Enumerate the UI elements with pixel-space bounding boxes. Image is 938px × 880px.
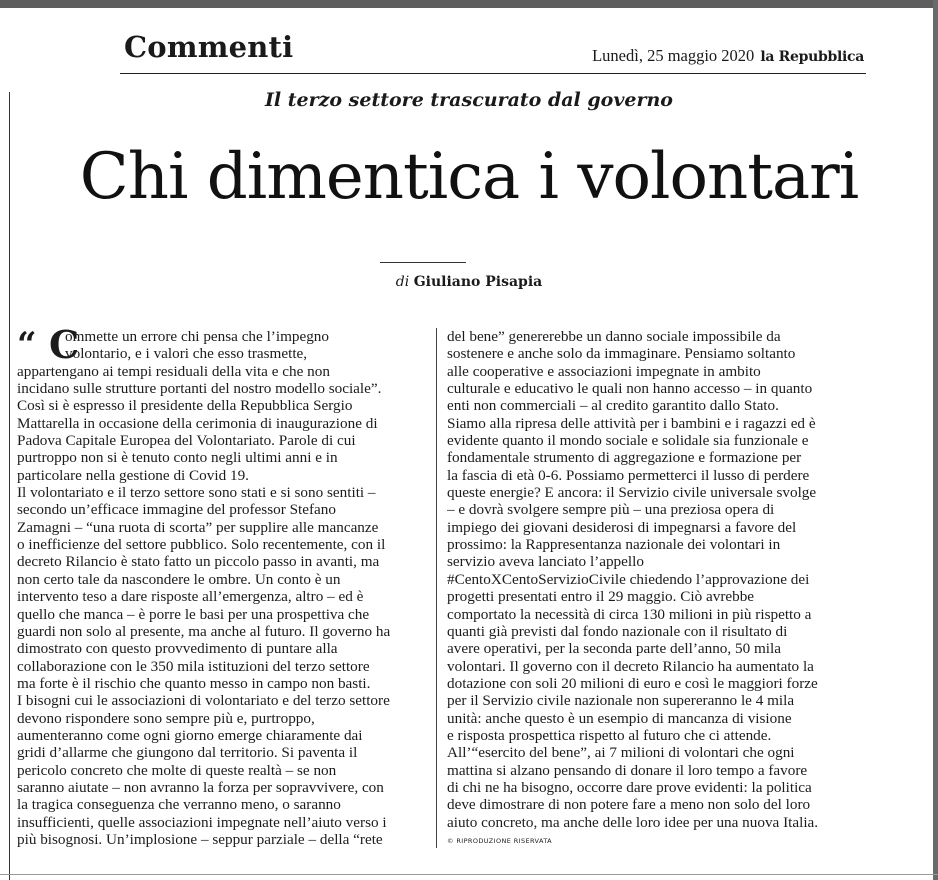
- article-kicker: Il terzo settore trascurato dal governo: [265, 89, 673, 111]
- text-line: la fascia di età 0-6. Possiamo permetterci il lusso di perdere: [447, 466, 810, 484]
- text-line: o inefficienze del settore pubblico. Solo recentemente, con il: [17, 536, 386, 554]
- text-line: del bene” genererebbe un danno sociale impossibile da: [447, 328, 781, 345]
- text-line: enti non commerciali – al credito garantito dallo Stato.: [447, 397, 779, 415]
- text-line: incidano sulle strutture portanti del nostro modello sociale”.: [17, 380, 382, 398]
- text-line: alle cooperative e associazioni impegnate in ambito: [447, 362, 761, 380]
- text-line: gridi d’allarme che giungono dal territorio. Si paventa il: [17, 744, 358, 762]
- text-line: e risposta prospettica rispetto al futuro che ci attende.: [447, 726, 772, 744]
- text-line: Mattarella in occasione della cerimonia di inaugurazione di: [17, 414, 378, 432]
- article-headline: Chi dimentica i volontari: [79, 140, 859, 214]
- top-border: [0, 0, 938, 8]
- text-line: sostenere e anche solo da immaginare. Pensiamo soltanto: [447, 345, 796, 363]
- article-column-right: [447, 328, 859, 850]
- author-name: Giuliano Pisapia: [413, 274, 543, 290]
- text-line: volontario, e i valori che esso trasmette,: [65, 345, 308, 363]
- text-line: ommette un errore chi pensa che l’impegno: [65, 328, 329, 345]
- text-line: Così si è espresso il presidente della Repubblica Sergio: [17, 397, 353, 415]
- text-line: progetti presentati entro il 29 maggio. Ciò avrebbe: [447, 588, 755, 606]
- text-line: unità: anche questo è un esempio di mancanza di visione: [447, 709, 792, 727]
- text-line: Siamo alla ripresa delle attività per i bambini e i ragazzi ed è: [447, 414, 816, 432]
- date: Lunedì, 25 maggio 2020: [592, 46, 755, 65]
- text-line: non certo tale da nascondere le ombre. Un conto è un: [17, 570, 341, 588]
- text-line: quello che manca – è porre le basi per una prospettiva che: [17, 605, 370, 623]
- text-line: aumenteranno come ogni giorno emerge chiaramente dai: [17, 726, 363, 744]
- text-line: decreto Rilancio è stato fatto un piccolo passo in avanti, ma: [17, 553, 380, 571]
- text-line: All’“esercito del bene”, ai 7 milioni di volontari che ogni: [447, 744, 795, 762]
- text-line: Padova Capitale Europea del Volontariato. Parole di cui: [17, 432, 356, 450]
- text-line: mattina si alzano pensando di donare il loro tempo a favore: [447, 761, 808, 779]
- text-line: saranno aiutate – non avranno la forza per sopravvivere, con: [17, 778, 384, 796]
- dateline: [592, 46, 864, 66]
- text-line: #CentoXCentoServizioCivile chiedendo l’approvazione dei: [447, 570, 810, 588]
- text-line: evidente quanto il mondo sociale e solidale sia funzionale e: [447, 432, 809, 450]
- text-line: servizio aveva lanciato l’appello: [447, 553, 644, 571]
- text-line: prossimo: la Rappresentanza nazionale dei volontari in: [447, 536, 781, 554]
- text-line: – e dovrà svolgere sempre più – una preziosa opera di: [447, 501, 775, 519]
- byline-prefix: di: [395, 274, 410, 290]
- text-line: secondo un’efficace immagine del professor Stefano: [17, 501, 336, 519]
- text-line: Zamagni – “una ruota di scorta” per supplire alle mancanze: [17, 518, 379, 536]
- text-line: particolare nella gestione di Covid 19.: [17, 466, 249, 484]
- text-line: guardi non solo al presente, ma anche al futuro. Il governo ha: [17, 622, 391, 640]
- text-line: I bisogni cui le associazioni di volontariato e del terzo settore: [17, 692, 390, 710]
- text-line: collaborazione con le 350 mila istituzioni del terzo settore: [17, 657, 370, 675]
- byline: [0, 274, 938, 290]
- text-line: dimostrato con questo provvedimento di puntare alla: [17, 640, 338, 658]
- right-border: [933, 0, 938, 880]
- text-line: culturale e educativo le quali non hanno accesso – in quanto: [447, 380, 813, 398]
- text-line: pericolo concreto che molte di queste realtà – se non: [17, 761, 337, 779]
- article-column-left: [17, 322, 427, 848]
- text-line: più bisognosi. Un’implosione – seppur parziale – della “rete: [17, 830, 383, 848]
- text-line: insufficienti, quelle associazioni impegnate nell’aiuto verso i: [17, 813, 387, 831]
- newspaper-brand: la Repubblica: [760, 49, 864, 65]
- text-line: devono rispondere sono sempre più e, purtroppo,: [17, 709, 315, 727]
- text-line: avere operativi, per la seconda parte dell’anno, 50 mila: [447, 640, 781, 658]
- text-line: queste energie? E ancora: il Servizio civile universale svolge: [447, 484, 817, 502]
- section-title: Commenti: [124, 30, 294, 64]
- text-line: impiego dei giovani desiderosi di impegnarsi a favore del: [447, 518, 797, 536]
- text-line: comportato la necessità di circa 130 milioni in più rispetto a: [447, 605, 812, 623]
- text-line: per il Servizio civile nazionale non supereranno le 4 mila: [447, 692, 795, 710]
- text-line: dotazione con soli 20 milioni di euro e così le maggiori forze: [447, 674, 818, 692]
- text-line: fondamentale strumento di aggregazione e formazione per: [447, 449, 802, 467]
- opening-quote-mark: “: [17, 325, 37, 365]
- text-line: aiuto concreto, ma anche delle loro idee per una nuova Italia.: [447, 813, 819, 831]
- text-line: la tragica conseguenza che verranno meno, o saranno: [17, 796, 341, 814]
- column-divider: [436, 328, 437, 848]
- byline-rule: [380, 262, 466, 263]
- text-line: intervento teso a dare risposte all’emergenza, altro – ed è: [17, 588, 364, 606]
- text-line: volontari. Il governo con il decreto Rilancio ha aumentato la: [447, 657, 814, 675]
- copyright-notice: © RIPRODUZIONE RISERVATA: [447, 836, 553, 845]
- text-line: di chi ne ha bisogno, occorre dare prove evidenti: la politica: [447, 778, 812, 796]
- text-line: appartengano ai tempi residuali della vita e che non: [17, 362, 330, 380]
- text-line: quanti già previsti dal fondo nazionale con il risultato di: [447, 622, 788, 640]
- header-rule: [120, 73, 866, 74]
- text-line: ma forte è il rischio che quanto messo in campo non basti.: [17, 674, 371, 692]
- text-line: deve dimostrare di non potere fare a meno non solo del loro: [447, 796, 811, 814]
- footer-rule: [0, 874, 938, 875]
- text-line: Il volontariato e il terzo settore sono stati e si sono sentiti –: [17, 484, 376, 502]
- text-line: purtroppo non si è tenuto conto negli ultimi anni e in: [17, 449, 338, 467]
- drop-cap: C: [49, 322, 80, 367]
